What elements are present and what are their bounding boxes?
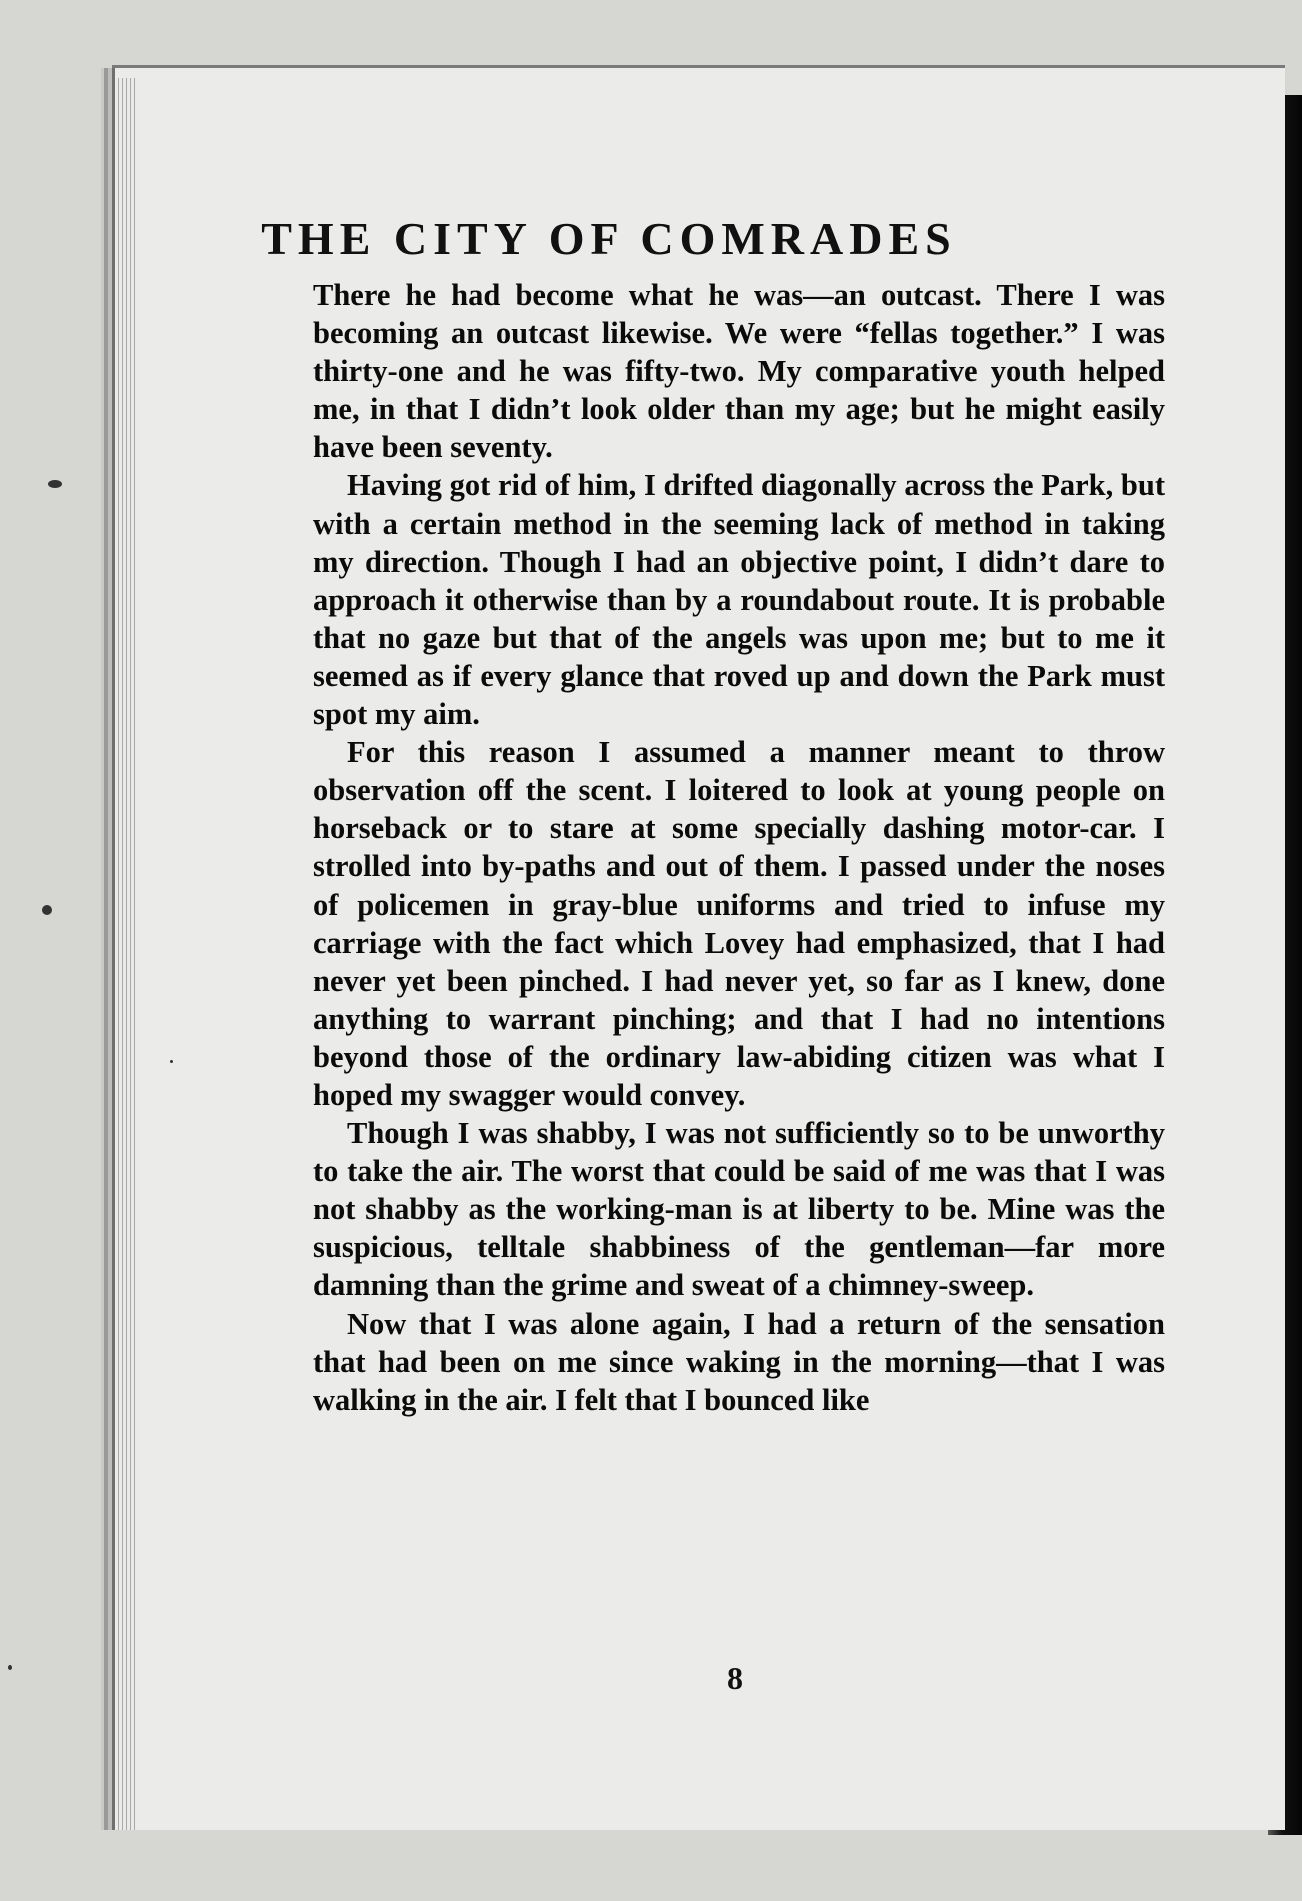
scan-speck (48, 480, 62, 488)
paragraph: Having got rid of him, I drifted diagonally across the Park, but with a certain method in the seeming lack of method in taking my direction. Though I had an objective point, I didn’t dare to approach it otherwise than by a roundabout route. It is probable that no gaze but that of the angels was upon me; but to me it seemed as if every glance that roved up and down the Park must spot my aim. (313, 468, 1165, 732)
scan-speck (170, 1060, 173, 1063)
running-head: THE CITY OF COMRADES (261, 213, 957, 264)
paragraph: Now that I was alone again, I had a return of the sensation that had been on me since waking in the morning—that I was walking in the air. I felt that I bounced like (313, 1306, 1165, 1417)
paragraph: For this reason I assumed a manner meant to throw observation off the scent. I loitered to look at young people on horseback or to stare at some specially dashing motor-car. I strolled into by-paths and out of them. I passed under the noses of policemen in gray-blue uniforms and tried to infuse my carriage with the fact which Lovey had emphasized, that I had never yet been pinched. I had never yet, so far as I knew, done anything to warrant pinching; and that I had no intentions beyond those of the ordinary law-abiding citizen was what I hoped my swagger would convey. (313, 735, 1165, 1112)
scan-speck (8, 1665, 12, 1670)
scan-speck (42, 905, 52, 915)
paragraph: There he had become what he was—an outcast. There I was becoming an outcast likewise. We were “fellas together.” I was thirty-one and he was fifty-two. My comparative youth helped me, in that I didn’t look older than my age; but he might easily have been seventy. (313, 278, 1165, 465)
page-edges (118, 78, 138, 1830)
body-text (313, 276, 1165, 1419)
page-number: 8 (727, 1660, 743, 1696)
paragraph: Though I was shabby, I was not sufficiently so to be unworthy to take the air. The worst that could be said of me was that I was not shabby as the working-man is at liberty to be. Mine was the suspicious, telltale shabbiness of the gentleman—far more damning than the grime and sweat of a chimney-sweep. (313, 1116, 1165, 1303)
